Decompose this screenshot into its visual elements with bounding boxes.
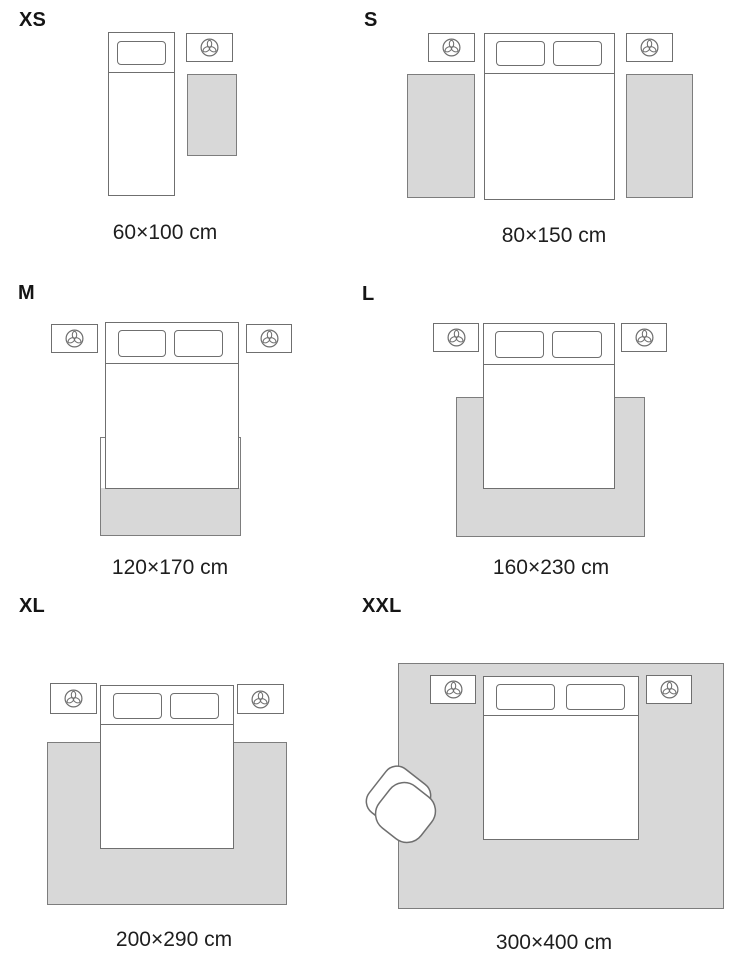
size-label-xl: XL bbox=[19, 595, 45, 617]
bed-double bbox=[100, 685, 234, 849]
nightstand-left bbox=[50, 683, 97, 714]
armchair-icon bbox=[362, 763, 442, 848]
size-caption-l: 160×230 cm bbox=[492, 556, 610, 579]
nightstand-left bbox=[428, 33, 475, 62]
rug-s-left bbox=[407, 74, 475, 198]
nightstand-left bbox=[433, 323, 479, 352]
size-caption-s: 80×150 cm bbox=[501, 224, 607, 247]
size-caption-m: 120×170 cm bbox=[111, 556, 229, 579]
pillow bbox=[174, 330, 223, 357]
size-caption-xl: 200×290 cm bbox=[115, 928, 233, 951]
plant-icon bbox=[199, 37, 220, 58]
nightstand-right bbox=[246, 324, 292, 353]
size-caption-xxl: 300×400 cm bbox=[495, 931, 613, 954]
pillow bbox=[117, 41, 166, 65]
rug-m bbox=[100, 437, 241, 536]
pillow bbox=[552, 331, 602, 358]
size-label-xxl: XXL bbox=[362, 595, 402, 617]
size-caption-xs: 60×100 cm bbox=[112, 221, 218, 244]
nightstand-right bbox=[646, 675, 692, 704]
plant-icon bbox=[446, 327, 467, 348]
pillow bbox=[496, 684, 555, 710]
nightstand-left bbox=[51, 324, 98, 353]
nightstand-left bbox=[430, 675, 476, 704]
nightstand-right bbox=[237, 684, 284, 714]
plant-icon bbox=[63, 688, 84, 709]
nightstand bbox=[186, 33, 233, 62]
pillow bbox=[496, 41, 545, 66]
plant-icon bbox=[634, 327, 655, 348]
bed-double bbox=[105, 322, 239, 489]
plant-icon bbox=[443, 679, 464, 700]
plant-icon bbox=[659, 679, 680, 700]
nightstand-right bbox=[621, 323, 667, 352]
pillow bbox=[495, 331, 544, 358]
rug-s-right bbox=[626, 74, 693, 198]
nightstand-right bbox=[626, 33, 673, 62]
size-label-l: L bbox=[362, 283, 375, 305]
rug-xxl bbox=[398, 663, 724, 909]
bed-double bbox=[483, 676, 639, 840]
size-label-xs: XS bbox=[19, 9, 47, 31]
bed-double bbox=[484, 33, 615, 200]
bed-headboard bbox=[485, 34, 614, 74]
rug-visible-area bbox=[101, 488, 240, 535]
plant-icon bbox=[250, 689, 271, 710]
pillow bbox=[553, 41, 602, 66]
size-label-s: S bbox=[364, 9, 378, 31]
bed-headboard bbox=[484, 324, 614, 365]
plant-icon bbox=[259, 328, 280, 349]
bed-double bbox=[483, 323, 615, 489]
pillow bbox=[118, 330, 166, 357]
plant-icon bbox=[639, 37, 660, 58]
bed-headboard bbox=[109, 33, 174, 73]
bed-headboard bbox=[101, 686, 233, 725]
rug-xs bbox=[187, 74, 237, 156]
plant-icon bbox=[64, 328, 85, 349]
bed-headboard bbox=[484, 677, 638, 716]
plant-icon bbox=[441, 37, 462, 58]
rug-l bbox=[456, 397, 645, 537]
bed-headboard bbox=[106, 323, 238, 364]
pillow bbox=[113, 693, 162, 719]
pillow bbox=[170, 693, 219, 719]
bed-single bbox=[108, 32, 175, 196]
rug-xl bbox=[47, 742, 287, 905]
size-label-m: M bbox=[18, 282, 35, 304]
pillow bbox=[566, 684, 625, 710]
